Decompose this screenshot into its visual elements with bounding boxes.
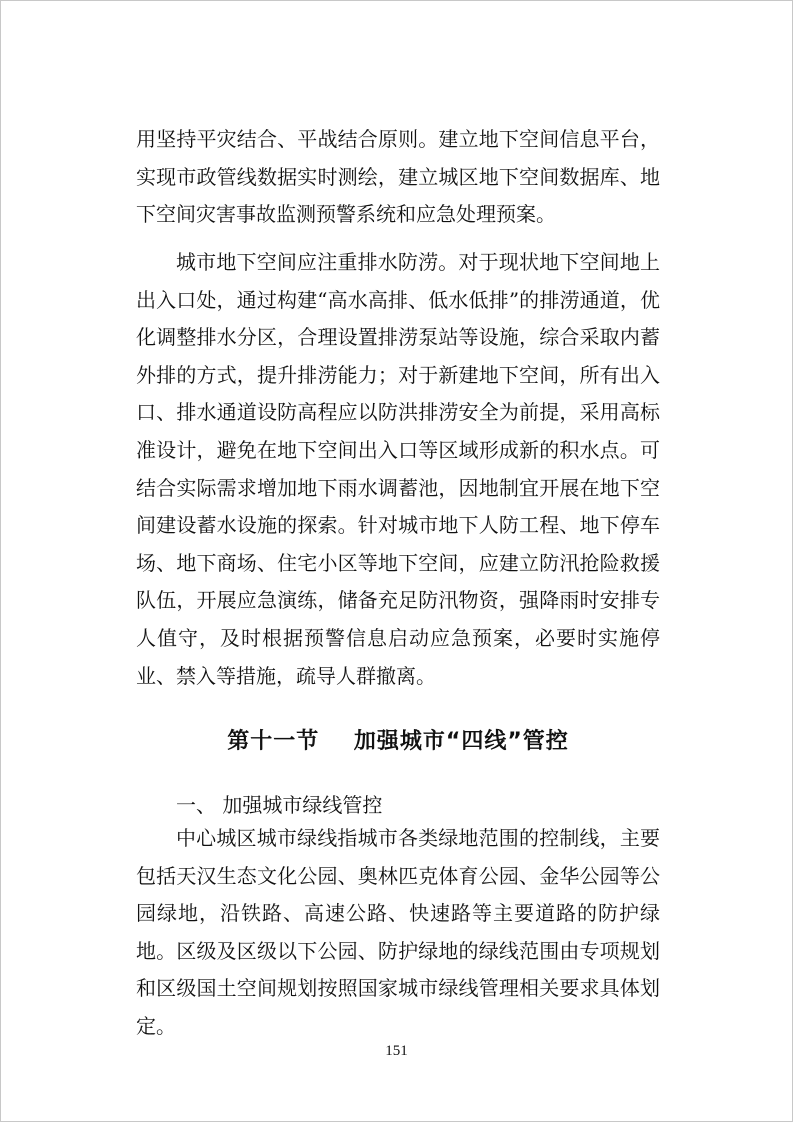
page-number: 151 <box>385 1043 408 1059</box>
section-title: 第十一节 加强城市“四线”管控 <box>227 729 569 754</box>
subsection-title: 一、 加强城市绿线管控 <box>176 793 383 817</box>
paragraph-green-line: 中心城区城市绿线指城市各类绿地范围的控制线，主要包括天汉生态文化公园、奥林匹克体育公园、金华公园等公园绿地，沿铁路、高速公路、快速路等主要道路的防护绿地。区级及区级以下公园、防护绿地的绿线范围由专项规划和区级国土空间规划按照国家城市绿线管理相关要求具体划定。 <box>136 826 660 1038</box>
paragraph-drainage: 城市地下空间应注重排水防涝。对于现状地下空间地上出入口处，通过构建“高水高排、低水低排”的排涝通道，优化调整排水分区，合理设置排涝泵站等设施，综合采取内蓄外排的方式，提升排涝能力；对于新建地下空间，所有出入口、排水通道设防高程应以防洪排涝安全为前提，采用高标准设计，避免在地下空间出入口等区域形成新的积水点。可结合实际需求增加地下雨水调蓄池，因地制宜开展在地下空间建设蓄水设施的探索。针对城市地下人防工程、地下停车场、地下商场、住宅小区等地下空间，应建立防汛抢险救援队伍，开展应急演练，储备充足防汛物资，强降雨时安排专人值守，及时根据预警信息启动应急预案，必要时实施停业、禁入等措施，疏导人群撤离。 <box>136 250 660 688</box>
paragraph-continuation: 用坚持平灾结合、平战结合原则。建立地下空间信息平台，实现市政管线数据实时测绘，建立城区地下空间数据库、地下空间灾害事故监测预警系统和应急处理预案。 <box>136 127 660 227</box>
